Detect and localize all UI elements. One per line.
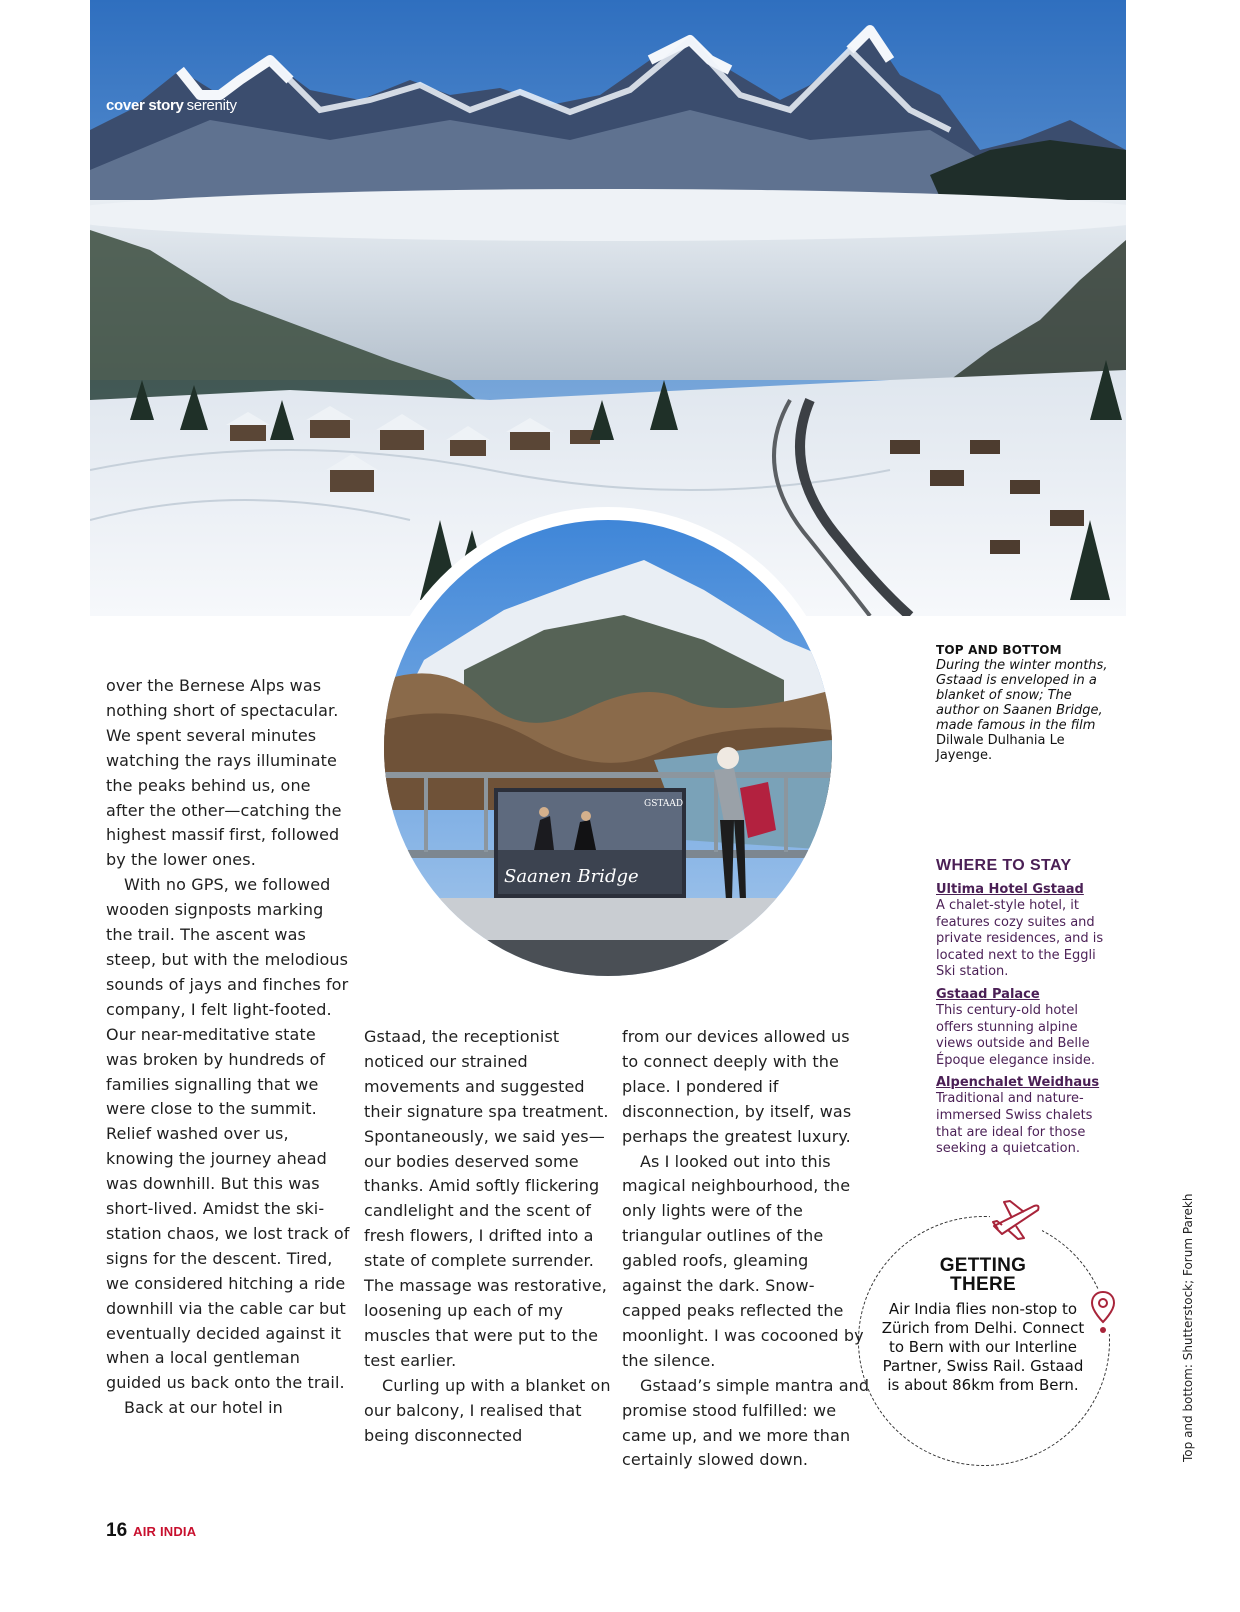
getting-there-title-line2: THERE	[950, 1274, 1016, 1295]
photo-caption	[936, 643, 1116, 763]
getting-there-title	[900, 1256, 1066, 1294]
paragraph: Back at our hotel in	[124, 1398, 283, 1418]
caption-film-title: Dilwale Dulhania Le Jayenge.	[936, 733, 1065, 763]
caption-heading: TOP AND BOTTOM	[936, 643, 1062, 657]
caption-text: During the winter months, Gstaad is enveloped in a blanket of snow; The author on Saanen Bridge, made famous in the film	[936, 658, 1108, 733]
page-number: 16	[106, 1520, 128, 1541]
location-pin-icon	[1090, 1290, 1116, 1334]
hotel-description: This century-old hotel offers stunning alpine views outside and Belle Époque elegance inside.	[936, 1002, 1096, 1068]
getting-there-body: Air India flies non-stop to Zürich from Delhi. Connect to Bern with our Interline Partner, Swiss Rail. Gstaad is about 86km from Bern.	[881, 1300, 1085, 1394]
paragraph: from our devices allowed us to connect deeply with the place. I pondered if disconnection, by itself, was perhaps the greatest luxury.	[622, 1027, 852, 1146]
hotel-description: A chalet-style hotel, it features cozy suites and private residences, and is located next to the Eggli Ski station.	[936, 898, 1104, 980]
hotel-name[interactable]: Alpenchalet Weidhaus	[936, 1075, 1100, 1091]
hotel-description: Traditional and nature-immersed Swiss chalets that are ideal for those seeking a quietcation.	[936, 1091, 1093, 1157]
paragraph: With no GPS, we followed wooden signposts marking the trail. The ascent was steep, but with the melodious sounds of jays and finches for company, I felt light-footed. Our near-meditative state was broken by hundreds of families signalling that we were close to the summit. Relief washed over us, knowing the journey ahead was downhill. But this was short-lived. Amidst the ski-station chaos, we lost track of signs for the descent. Tired, we considered hitching a ride downhill via the cable car but eventually decided against it when a local gentleman guided us back onto the trail.	[106, 875, 350, 1393]
where-to-stay-box	[936, 857, 1116, 1163]
paragraph: As I looked out into this magical neighbourhood, the only lights were of the triangular outlines of the gabled roofs, gleaming against the dark. Snow-capped peaks reflected the moonlight. I was cocooned by the silence.	[622, 1151, 864, 1370]
saanen-bridge-photo	[384, 520, 832, 976]
banner-brand: GSTAAD	[644, 799, 684, 809]
hotel-name[interactable]: Gstaad Palace	[936, 986, 1040, 1002]
article-column-3	[622, 1025, 870, 1473]
paragraph: over the Bernese Alps was nothing short of spectacular. We spent several minutes watching the rays illuminate the peaks behind us, one after the other—catching the highest massif first, followed by the lower ones.	[106, 676, 342, 870]
article-column-1	[106, 674, 352, 1421]
hotel-name[interactable]: Ultima Hotel Gstaad	[936, 882, 1084, 897]
photo-credit: Top and bottom: Shutterstock; Forum Parekh	[1181, 1193, 1195, 1462]
where-to-stay-heading: WHERE TO STAY	[936, 857, 1072, 874]
getting-there-title-line1: GETTING	[939, 1255, 1027, 1276]
article-column-2	[364, 1025, 612, 1448]
section-kicker	[106, 97, 237, 114]
banner-title: Saanen Bridge	[504, 866, 639, 887]
section-label: cover story	[106, 97, 184, 114]
page-footer	[106, 1520, 196, 1542]
airplane-icon	[990, 1196, 1042, 1242]
subsection-label: serenity	[186, 97, 237, 114]
paragraph: Gstaad, the receptionist noticed our strained movements and suggested their signature spa treatment. Spontaneously, we said yes—our bodies deserved some thanks. Amid softly flickering candlelight and the scent of fresh flowers, I drifted into a state of complete surrender. The massage was restorative, loosening up each of my muscles that were put to the test earlier.	[364, 1027, 609, 1370]
brand-name: AIR INDIA	[133, 1524, 197, 1539]
paragraph: Curling up with a blanket on our balcony, I realised that being disconnected	[364, 1375, 611, 1445]
paragraph: Gstaad’s simple mantra and promise stood fulfilled: we came up, and we more than certainly slowed down.	[622, 1375, 870, 1470]
